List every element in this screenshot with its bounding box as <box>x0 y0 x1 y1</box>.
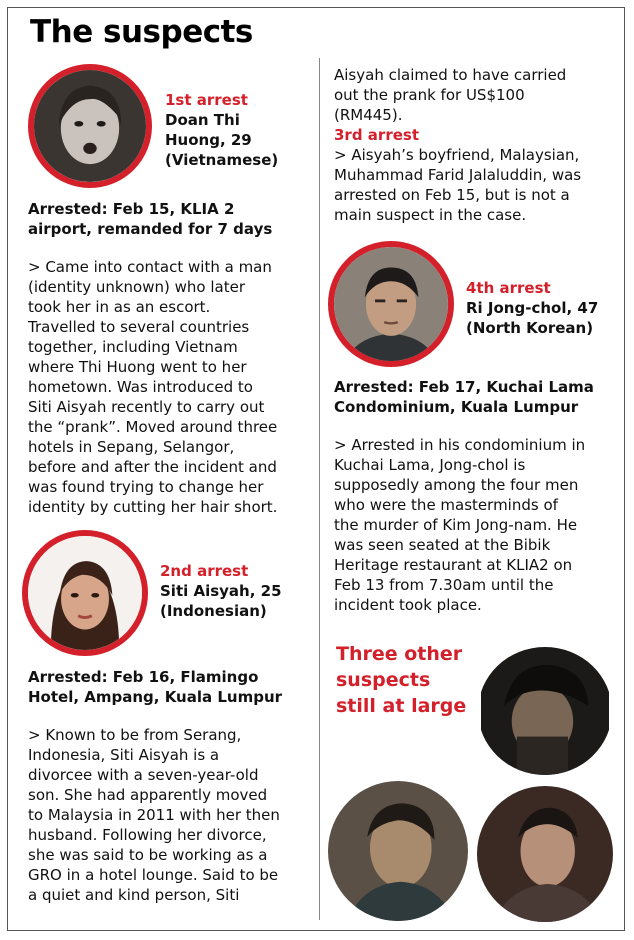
suspect4-photo <box>328 241 454 367</box>
at-large-portrait-image <box>328 781 468 921</box>
suspect2-line: GRO in a hotel lounge. Said to be <box>28 866 279 884</box>
suspect4-line: the murder of Kim Jong-nam. He <box>334 516 578 534</box>
suspect1-line: was found trying to change her <box>28 478 264 496</box>
at-large-line2: suspects <box>336 669 431 691</box>
suspect3-line: main suspect in the case. <box>334 206 527 224</box>
suspect4-nationality: (North Korean) <box>466 319 594 337</box>
suspect2-line: Indonesia, Siti Aisyah is a <box>28 746 220 764</box>
suspect2-portrait-image <box>28 536 142 650</box>
suspect1-line: where Thi Huong went to her <box>28 358 247 376</box>
suspect1-line: Travelled to several countries <box>28 318 250 336</box>
suspect2-line: husband. Following her divorce, <box>28 826 267 844</box>
at-large-line3: still at large <box>336 695 467 717</box>
at-large-photo-3 <box>477 786 613 922</box>
suspect1-arrest-label: 1st arrest <box>165 91 248 109</box>
suspect3-line: Muhammad Farid Jalaluddin, was <box>334 166 582 184</box>
suspect4-line: who were the masterminds of <box>334 496 558 514</box>
suspect3-line: arrested on Feb 15, but is not a <box>334 186 570 204</box>
suspect2-description <box>28 725 313 905</box>
suspect1-line: together, including Vietnam <box>28 338 238 356</box>
suspect4-name: Ri Jong-chol, 47 <box>466 299 599 317</box>
at-large-heading <box>336 641 466 719</box>
page-title: The suspects <box>30 14 253 50</box>
suspect3-description <box>334 145 619 225</box>
suspect2-photo <box>22 530 148 656</box>
suspect4-portrait-image <box>334 247 448 361</box>
suspect4-line: Feb 13 from 7.30am until the <box>334 576 554 594</box>
suspect1-line: took her in as an escort. <box>28 298 211 316</box>
suspect2-arrested-line2: Hotel, Ampang, Kuala Lumpur <box>28 688 283 706</box>
suspect1-line: the “prank”. Moved around three <box>28 418 278 436</box>
suspect4-line: Kuchai Lama, Jong-chol is <box>334 456 526 474</box>
at-large-portrait-image <box>478 647 612 775</box>
suspect1-photo <box>28 64 152 188</box>
suspect2-arrest-label: 2nd arrest <box>160 562 249 580</box>
suspect1-nationality: (Vietnamese) <box>165 151 279 169</box>
suspect2-name: Siti Aisyah, 25 <box>160 582 282 600</box>
at-large-portrait-image <box>477 786 613 922</box>
suspect1-portrait-image <box>34 70 146 182</box>
suspect4-description <box>334 435 619 615</box>
at-large-photo-2 <box>328 781 468 921</box>
suspect3-line: > Aisyah’s boyfriend, Malaysian, <box>334 146 580 164</box>
suspect4-arrest-label: 4th arrest <box>466 279 551 297</box>
suspect4-line: supposedly among the four men <box>334 476 579 494</box>
at-large-photo-1 <box>478 647 612 775</box>
suspect1-arrested-line1: Arrested: Feb 15, KLIA 2 <box>28 200 235 218</box>
suspect2-nationality: (Indonesian) <box>160 602 267 620</box>
suspect1-name-line2: Huong, 29 <box>165 131 252 149</box>
suspect2-line: a quiet and kind person, Siti <box>28 886 240 904</box>
suspect1-line: hotels in Sepang, Selangor, <box>28 438 235 456</box>
suspect2-line: divorcee with a seven-year-old <box>28 766 259 784</box>
suspect2-line: > Known to be from Serang, <box>28 726 242 744</box>
suspect3-arrest-label: 3rd arrest <box>334 126 419 144</box>
suspect2-cont-line: out the prank for US$100 <box>334 86 525 104</box>
suspect4-line: > Arrested in his condominium in <box>334 436 586 454</box>
suspect2-cont-line: (RM445). <box>334 106 403 124</box>
suspect2-line: to Malaysia in 2011 with her then <box>28 806 280 824</box>
suspect2-line: son. She had apparently moved <box>28 786 268 804</box>
suspect4-arrested-line1: Arrested: Feb 17, Kuchai Lama <box>334 378 594 396</box>
suspect2-cont-line: Aisyah claimed to have carried <box>334 66 567 84</box>
suspect4-line: Heritage restaurant at KLIA2 on <box>334 556 573 574</box>
suspect1-line: (identity unknown) who later <box>28 278 245 296</box>
suspect2-arrested-line1: Arrested: Feb 16, Flamingo <box>28 668 259 686</box>
suspect1-line: before and after the incident and <box>28 458 277 476</box>
suspect1-name-line1: Doan Thi <box>165 111 240 129</box>
suspect1-arrested-line2: airport, remanded for 7 days <box>28 220 273 238</box>
suspect1-line: Siti Aisyah recently to carry out <box>28 398 265 416</box>
suspect4-line: was seen seated at the Bibik <box>334 536 551 554</box>
suspect1-line: > Came into contact with a man <box>28 258 272 276</box>
suspect2-line: she was said to be working as a <box>28 846 268 864</box>
suspect1-line: identity by cutting her hair short. <box>28 498 278 516</box>
suspect2-description-continued <box>334 65 619 125</box>
at-large-line1: Three other <box>336 643 463 665</box>
column-divider <box>319 58 320 920</box>
suspect1-description <box>28 257 313 517</box>
suspect4-line: incident took place. <box>334 596 482 614</box>
suspect1-line: hometown. Was introduced to <box>28 378 253 396</box>
suspect4-arrested-line2: Condominium, Kuala Lumpur <box>334 398 579 416</box>
